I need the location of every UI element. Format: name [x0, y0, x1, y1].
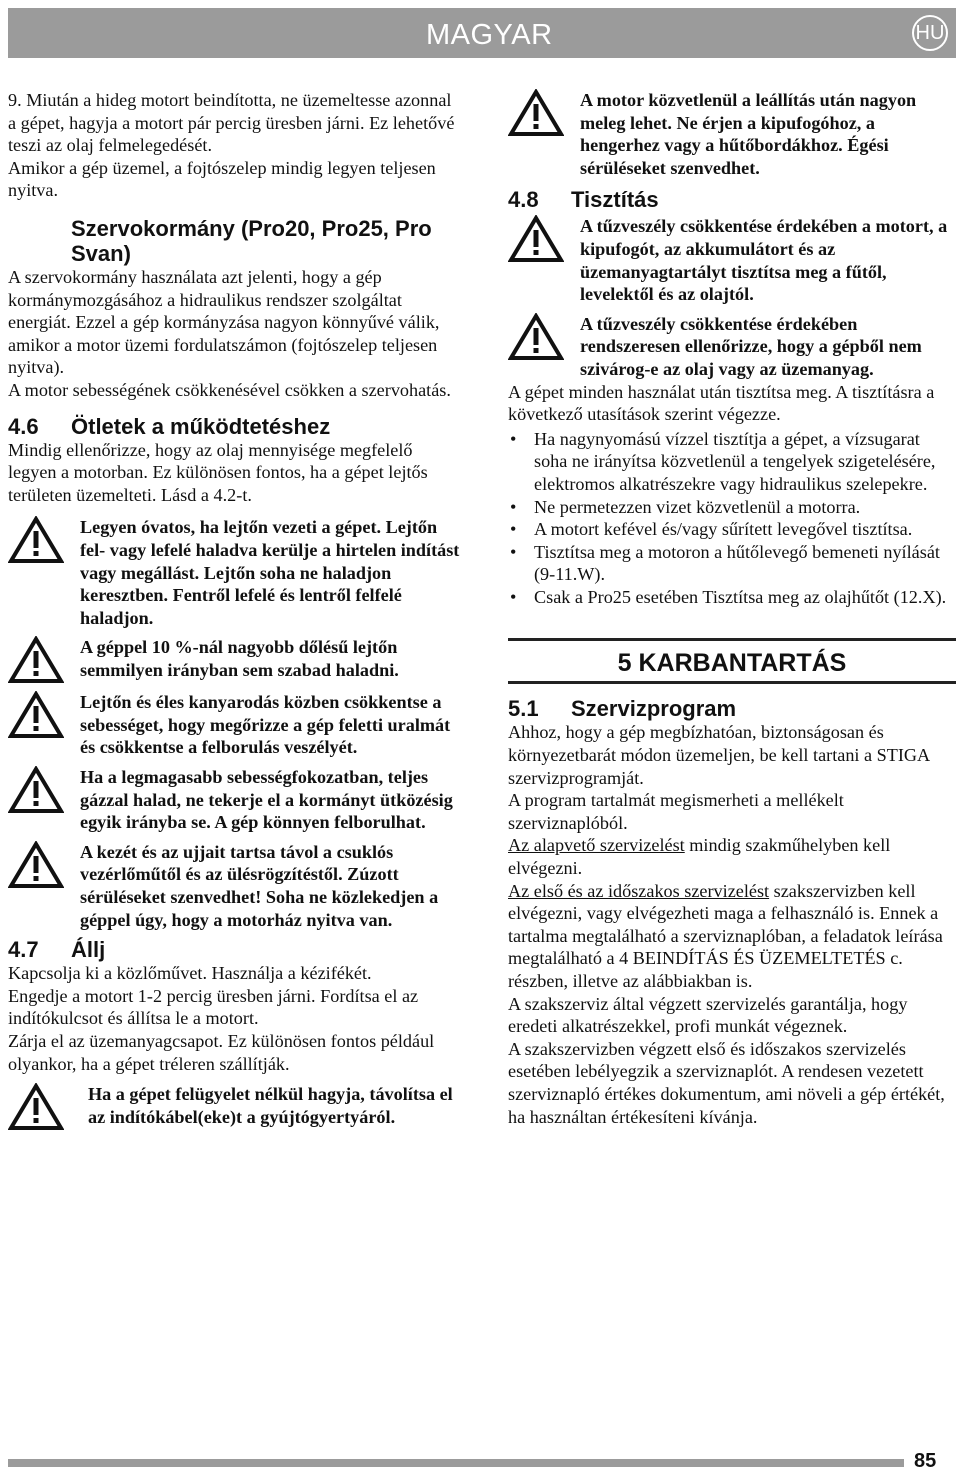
warning-triangle-icon — [8, 691, 80, 739]
footer-bar — [8, 1459, 904, 1467]
chapter-5-title: 5 KARBANTARTÁS — [617, 649, 847, 678]
chapter-divider-bottom — [508, 681, 956, 684]
list-item: • Csak a Pro25 esetében Tisztítsa meg az olajhűtőt (12.X). — [508, 586, 956, 609]
section-5-1-text-1: Ahhoz, hogy a gép megbízhatóan, biztonságosan és környezetbarát módon üzemeljen, be kell tartani a STIGA szervizprogramját. — [508, 722, 930, 788]
section-4-7-heading: 4.7 Állj — [8, 937, 106, 963]
section-4-5-text-1: A szervokormány használata azt jelenti, hogy a gép kormánymozgásához a hidraulikus rendszer szolgáltat energiát. Ezzel a gép kormányzása nagyon könnyűvé válik, amikor a motor üzemi fordulatszámon (fojtószelep teljesen nyitva). — [8, 266, 440, 378]
section-4-8-heading: 4.8 Tisztítás — [508, 187, 659, 213]
warning-triangle-icon — [8, 766, 80, 814]
section-4-8-text: A gépet minden használat után tisztítsa meg. A tisztításra a következő utasítások szerint végezze. — [508, 381, 935, 425]
warning-triangle-icon — [508, 215, 580, 263]
warning-turning: Lejtőn és éles kanyarodás közben csökkentse a sebességet, hogy megőrizze a gép feletti uralmát és csökkentse a felborulás veszélyét. — [8, 691, 460, 759]
page-number: 85 — [914, 1450, 937, 1472]
warning-triangle-icon — [508, 89, 580, 137]
list-item: • Tisztítsa meg a motoron a hűtőlevegő bemeneti nyílását (9-11.W). — [508, 541, 956, 586]
section-4-7-text-2: Engedje a motort 1-2 percig üresben járni. Fordítsa el az indítókulcsot és állítsa le a motort. — [8, 985, 419, 1029]
warning-hot-engine: A motor közvetlenül a leállítás után nagyon meleg lehet. Ne érjen a kipufogóhoz, a hengerhez vagy a hűtőbordákhoz. Égési sérüléseket szenvedhet. — [508, 89, 956, 179]
language-title: MAGYAR — [426, 19, 553, 51]
section-5-1-text-3: Az alapvető szervizelést mindig szakműhelyben kell elvégezni. — [508, 835, 891, 879]
warning-triangle-icon — [8, 841, 80, 889]
list-item: • A motort kefével és/vagy sűrített levegővel tisztítsa. — [508, 518, 956, 541]
cleaning-list — [508, 428, 956, 609]
warning-fire-cleaning: A tűzveszély csökkentése érdekében a motort, a kipufogót, az akkumulátort és az üzemanyagtartályt tisztítsa meg a fűtől, levelektől és az olajtól. — [508, 215, 956, 305]
warning-steering: Ha a legmagasabb sebességfokozatban, teljes gázzal halad, ne tekerje el a kormányt ütközésig egyik irányba se. A gép könnyen felborulhat. — [8, 766, 460, 834]
section-5-1-text-5: A szakszerviz által végzett szervizelés garantálja, hogy eredeti alkatrészekkel, profi munkát végeznek. — [508, 993, 908, 1037]
section-5-1-text-4: Az első és az időszakos szervizelést szakszervizben kell elvégezni, vagy elvégezheti maga a felhasználó is. Ennek a tartalma megtalálható a szerviznaplóban, a feladatok leírása megtalálható a 4 BEINDÍTÁS ÉS ÜZEMELTETÉS c. részben, illetve az alábbiakban is. — [508, 880, 943, 991]
warning-incline: A géppel 10 %-nál nagyobb dőlésű lejtőn semmilyen irányban sem szabad haladni. — [8, 636, 460, 684]
page-header-bar — [8, 8, 956, 58]
step-9-note: Amikor a gép üzemel, a fojtószelep mindig legyen teljesen nyitva. — [8, 157, 436, 201]
warning-spark-plug: Ha a gépet felügyelet nélkül hagyja, távolítsa el az indítókábel(eke)t a gyújtógyertyáról. — [8, 1083, 460, 1131]
left-column — [8, 89, 460, 1131]
section-4-6-text: Mindig ellenőrizze, hogy az olaj mennyisége megfelelő legyen a motorban. Ez különösen fontos, ha a gépet lejtős területen üzemelteti. Lásd a 4.2-t. — [8, 439, 428, 505]
warning-fire-leaks: A tűzveszély csökkentése érdekében rendszeresen ellenőrizze, hogy a gépből nem szivárog-e az olaj vagy az üzemanyag. — [508, 313, 956, 381]
section-4-5-heading: Szervokormány (Pro20, Pro25, Pro Svan) — [71, 215, 432, 266]
section-4-7-text-3: Zárja el az üzemanyagcsapot. Ez különösen fontos például olyankor, ha a gépet tréleren szállítják. — [8, 1031, 435, 1074]
section-5-1-heading: 5.1 Szervizprogram — [508, 696, 737, 722]
warning-slope: Legyen óvatos, ha lejtőn vezeti a gépet. Lejtőn fel- vagy lefelé haladva kerülje a hirtelen indítást vagy megállást. Lejtőn soha ne haladjon keresztben. Fentről lefelé és lentről felfelé haladjon. — [8, 516, 460, 629]
warning-triangle-icon — [8, 636, 80, 684]
warning-hands: A kezét és az ujjait tartsa távol a csuklós vezérlőműtől és az ülésrögzítéstől. Zúzott sérüléseket szenvedhet! Soha ne közlekedjen a géppel úgy, hogy a motorház nyitva van. — [8, 841, 460, 931]
section-4-6-heading: 4.6 Ötletek a működtetéshez — [8, 413, 331, 439]
list-item: • Ha nagynyomású vízzel tisztítja a gépet, a vízsugarat soha ne irányítsa közvetlenül a tengelyek szigetelésére, elektromos alkatrészekre vagy hidraulikus szelepekre. — [508, 428, 956, 496]
warning-triangle-icon — [508, 313, 580, 361]
section-4-5-text-2: A motor sebességének csökkenésével csökken a szervohatás. — [8, 379, 451, 400]
right-column — [508, 89, 956, 1128]
section-4-7-text-1: Kapcsolja ki a közlőművet. Használja a kézifékét. — [8, 963, 372, 984]
section-5-1-text-6: A szakszervizben végzett első és időszakos szervizelés esetében lebélyegzik a szerviznaplót. A rendesen vezetett szerviznapló értékes dokumentum, ami növeli a gép értékét, ha használtan értékesíteni kívánja. — [508, 1038, 945, 1127]
warning-triangle-icon — [8, 516, 80, 564]
section-5-1-text-2: A program tartalmát megismerheti a mellékelt szerviznaplóból. — [508, 790, 844, 833]
language-badge: HU — [912, 15, 948, 51]
step-9: 9. Miután a hideg motort beindította, ne üzemeltesse azonnal a gépet, hagyja a motort pár percig üresben járni. Ez lehetővé teszi az olaj felmelegedését. — [8, 90, 455, 156]
list-item: • Ne permetezzen vizet közvetlenül a motorra. — [508, 496, 956, 519]
warning-triangle-icon — [8, 1083, 80, 1131]
